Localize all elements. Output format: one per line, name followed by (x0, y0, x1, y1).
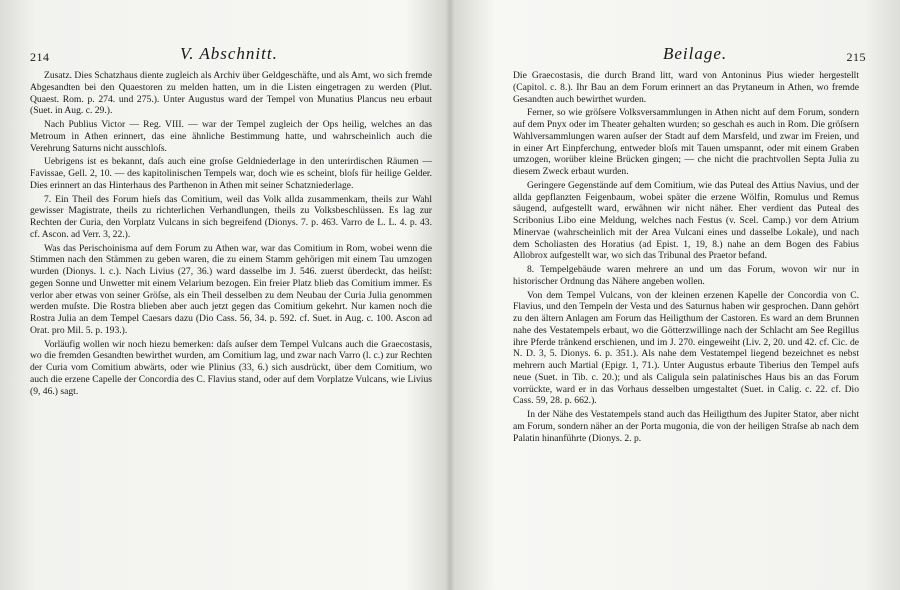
left-paragraph: Was das Perischoinisma auf dem Forum zu Athen war, war das Comitium in Rom, wobei wenn die Stimmen nach den Stämmen zu geben waren, die zu einem Stamm gehörigen mit einem Tau umzogen wurden (Dionys. l. c.). Nach Livius (27, 36.) ward dasselbe im J. 546. zuerst überdeckt, das heiſst: gegen Sonne und Unwetter mit einem Velarium bezogen. Ein freier Platz blieb das Comitium immer. Es verlor aber etwas von seiner Gröſse, als ein Theil desselben zu dem Neubau der Curia Julia genommen werden muſste. Die Rostra blieben aber auch jetzt gegen das Comitium gekehrt. Nur kamen noch die Rostra Julia an dem Tempel Caesars dazu (Dio Cass. 56, 34. p. 592. cf. Suet. in Aug. c. 100. Ascon ad Orat. pro Mil. 5. p. 193.). (30, 242, 432, 336)
right-paragraph: Die Graecostasis, die durch Brand litt, ward von Antoninus Pius wieder hergestellt (Capitol. c. 8.). Ihr Bau an dem Forum erinnert an das Prytaneum in Athen, wo fremde Gesandten auch bewirthet wurden. (513, 70, 859, 105)
left-page-number: 214 (30, 50, 50, 64)
left-paragraph: Nach Publius Victor — Reg. VIII. — war der Tempel zugleich der Ops heilig, welches an das Metroum in Athen erinnert, das eine ähnliche Bestimmung hatte, und wahrscheinlich auch die Verehrung Saturns nicht ausschloſs. (30, 119, 432, 154)
right-running-head (513, 46, 866, 66)
right-page (455, 0, 900, 590)
right-page-number: 215 (846, 50, 866, 64)
left-body-text (30, 70, 432, 397)
right-paragraph: In der Nähe des Vestatempels stand auch das Heiligthum des Jupiter Stator, aber nicht am Forum, sondern näher an der Porta mugonia, die von der heiligen Straſse ab nach dem Palatin hinanführte (Dionys. 2. p. (513, 409, 859, 444)
left-chapter-heading: V. Abschnitt. (180, 44, 278, 63)
right-paragraph: Ferner, so wie gröſsere Volksversammlungen in Athen nicht auf dem Forum, sondern auf dem Pnyx oder im Theater gehalten wurden; so geschah es auch in Rom. Die gröſsern Wahlversammlungen waren auſser der Stadt auf dem Marsfeld, und zwar im Freien, und in einer Art Einpferchung, entweder bloſs mit Tauen umspannt, oder mit einem Graben umzogen, worüber kleine Brücken gingen; — che nicht die prachtvollen Septa Julia zu diesem Zweck erbaut wurden. (513, 107, 859, 177)
left-running-head (30, 46, 436, 66)
right-body-text (513, 70, 859, 444)
left-paragraph: Zusatz. Dies Schatzhaus diente zugleich als Archiv über Geldgeschäfte, und als Amt, wo sich fremde Abgesandten bei den Quaestoren zu melden hatten, um in die Listen eingetragen zu werden (Plut. Quaest. Rom. p. 274. und 275.). Unter Augustus ward der Tempel von Munatius Plancus neu erbaut (Suet. in Aug. c. 29.). (30, 70, 432, 117)
right-paragraph: Von dem Tempel Vulcans, von der kleinen erzenen Kapelle der Concordia von C. Flavius, und den Tempeln der Vesta und des Saturnus haben wir gesprochen. Dann gehört zu den ältern Anlagen am Forum das Heiligthum der Castoren. Es ward an dem Brunnen nahe des Vestatempels erbaut, wo die Götterzwillinge nach der Schlacht am See Regillus ihre Pferde tränkend erschienen, und im J. 270. eingeweiht (Liv. 2, 20. und 42. cf. Cic. de N. D. 3, 5. Dionys. 6. p. 351.). Als nahe dem Vestatempel liegend bezeichnet es nebst mehrern auch Martial (Epigr. 1, 71.). Unter Augustus erbaute Tiberius den Tempel aufs neue (Suet. in Tib. c. 20.); und als Caligula sein palatinisches Haus bis an das Forum vorrückte, ward er in das Vorhaus desselben umgestaltet (Suet. in Calig. c. 22. cf. Dio Cass. 59, 28. p. 662.). (513, 289, 859, 407)
left-paragraph: Vorläufig wollen wir noch hiezu bemerken: daſs auſser dem Tempel Vulcans auch die Graecostasis, wo die fremden Gesandten bewirthet wurden, am Comitium lag, und zwar nach Varro (l. c.) zur Rechten der Curia vom Comitium abwärts, oder wie Plinius (33, 6.) sich ausdrückt, über dem Comitium, wo auch die erzene Capelle der Concordia des C. Flavius stand, oder auf dem Vorplatze Vulcans, wie Livius (9, 46.) sagt. (30, 338, 432, 397)
left-paragraph: Uebrigens ist es bekannt, daſs auch eine groſse Geldniederlage in den unterirdischen Räumen — Favissae, Gell. 2, 10. — des kapitolinischen Tempels war, doch wie es scheint, bloſs für heilige Gelder. Dies erinnert an das Hinterhaus des Parthenon in Athen mit seiner Schatzniederlage. (30, 156, 432, 191)
right-section-heading: Beilage. (663, 44, 728, 63)
right-paragraph: 8. Tempelgebäude waren mehrere an und um das Forum, wovon wir nur in historischer Ordnung das Nähere angeben wollen. (513, 264, 859, 287)
left-paragraph: 7. Ein Theil des Forum hieſs das Comitium, weil das Volk allda zusammenkam, theils zur Wahl gewisser Magistrate, theils zu richterlichen Verhandlungen, theils zu Volksbeschlüssen. Es lag zur Rechten der Curia, den Vorplatz Vulcans in sich begreifend (Dionys. 7. p. 463. Varro de L. L. 4. p. 43. cf. Ascon. ad Verr. 3, 22.). (30, 193, 432, 240)
right-paragraph: Geringere Gegenstände auf dem Comitium, wie das Puteal des Attius Navius, und der allda gepflanzten Feigenbaum, wobei später die erzene Wölfin, Romulus und Remus säugend, aufgestellt ward, erwähnen wir nicht näher. Eher verdient das Puteal des Scribonius Libo eine Meldung, welches nach Festus (v. Scel. Camp.) vor dem Atrium Minervae (wahrscheinlich mit der Area Vulcani eines und dasselbe Lokale), und nach dem Scholiasten des Horatius (ad Epist. 1, 19, 8.) nahe an dem Bogen des Fabius Allobrox aufgestellt war, wo sich das Tribunal des Praetor befand. (513, 179, 859, 262)
